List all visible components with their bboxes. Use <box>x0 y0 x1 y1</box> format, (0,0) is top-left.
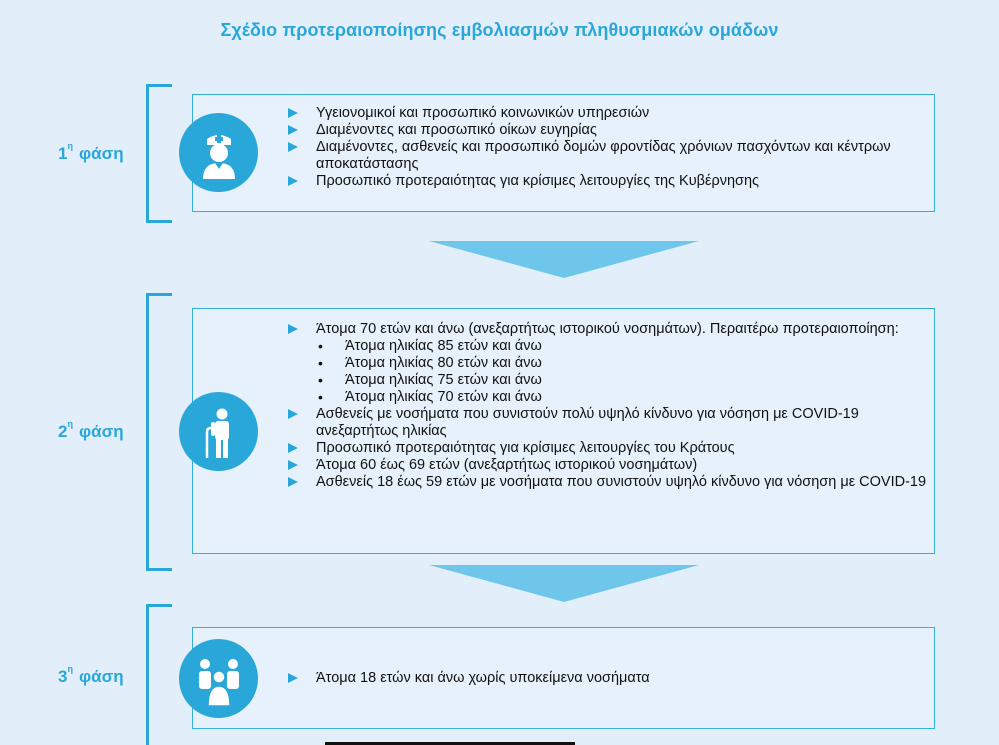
phase-2-bracket <box>146 293 172 571</box>
triangle-bullet-icon <box>288 409 298 419</box>
list-item: Προσωπικό προτεραιότητας για κρίσιμες λειτουργίες του Κράτους <box>288 440 938 457</box>
list-item: Άτομα 18 ετών και άνω χωρίς υποκείμενα νοσήματα <box>288 670 938 687</box>
phase-1-bracket <box>146 84 172 223</box>
triangle-bullet-icon <box>288 142 298 152</box>
list-item: Ασθενείς με νοσήματα που συνιστούν πολύ υψηλό κίνδυνο για νόσηση με COVID-19 ανεξαρτήτως ηλικίας <box>288 406 938 440</box>
list-item: Άτομα 70 ετών και άνω (ανεξαρτήτως ιστορικού νοσημάτων). Περαιτέρω προτεραιοποίηση: • Άτομα ηλικίας 85 ετών και άνω • Άτομα ηλικίας 80 ετών και άνω • Άτομα ηλικίας 75 ετών και άνω • Άτομα ηλικίας 70 ετών και άνω <box>288 321 938 406</box>
sub-list-item: • Άτομα ηλικίας 70 ετών και άνω <box>318 389 542 405</box>
list-item: Άτομα 60 έως 69 ετών (ανεξαρτήτως ιστορικού νοσημάτων) <box>288 457 938 474</box>
bullet-dot-icon: • <box>318 372 323 388</box>
triangle-bullet-icon <box>288 176 298 186</box>
down-arrow-icon <box>429 241 699 278</box>
triangle-bullet-icon <box>288 460 298 470</box>
diagram-title: Σχέδιο προτεραιοποίησης εμβολιασμών πληθυσμιακών ομάδων <box>220 20 779 40</box>
sub-list-item: • Άτομα ηλικίας 75 ετών και άνω <box>318 372 542 388</box>
bullet-dot-icon: • <box>318 355 323 371</box>
list-item: Υγειονομικοί και προσωπικό κοινωνικών υπηρεσιών <box>288 105 938 122</box>
down-arrow-icon <box>429 565 699 602</box>
triangle-bullet-icon <box>288 443 298 453</box>
sub-list-item: • Άτομα ηλικίας 85 ετών και άνω <box>318 338 542 354</box>
bullet-dot-icon: • <box>318 389 323 405</box>
sub-list-item: • Άτομα ηλικίας 80 ετών και άνω <box>318 355 542 371</box>
triangle-bullet-icon <box>288 477 298 487</box>
triangle-bullet-icon <box>288 673 298 683</box>
phase-1-items <box>288 105 938 190</box>
phase-3-items <box>288 670 938 687</box>
phase-2-items <box>288 321 938 491</box>
phase-3-label: $3^\eta$ φάση <box>58 664 124 686</box>
list-item: Ασθενείς 18 έως 59 ετών με νοσήματα που συνιστούν υψηλό κίνδυνο για νόσηση με COVID-19 <box>288 474 938 491</box>
group-of-people-icon <box>179 639 258 718</box>
nurse-icon <box>179 113 258 192</box>
triangle-bullet-icon <box>288 108 298 118</box>
bullet-dot-icon: • <box>318 338 323 354</box>
phase-3-bracket <box>146 604 172 745</box>
triangle-bullet-icon <box>288 324 298 334</box>
phase-2-sublist <box>288 338 938 406</box>
list-item: Διαμένοντες και προσωπικό οίκων ευγηρίας <box>288 122 938 139</box>
phase-1-label: $1^\eta$ φάση <box>58 141 124 163</box>
triangle-bullet-icon <box>288 125 298 135</box>
phase-2-label: $2^\eta$ φάση <box>58 419 124 441</box>
elderly-person-icon <box>179 392 258 471</box>
list-item: Διαμένοντες, ασθενείς και προσωπικό δομών φροντίδας χρόνιων πασχόντων και κέντρων αποκατάστασης <box>288 139 938 173</box>
list-item: Προσωπικό προτεραιότητας για κρίσιμες λειτουργίες της Κυβέρνησης <box>288 173 938 190</box>
